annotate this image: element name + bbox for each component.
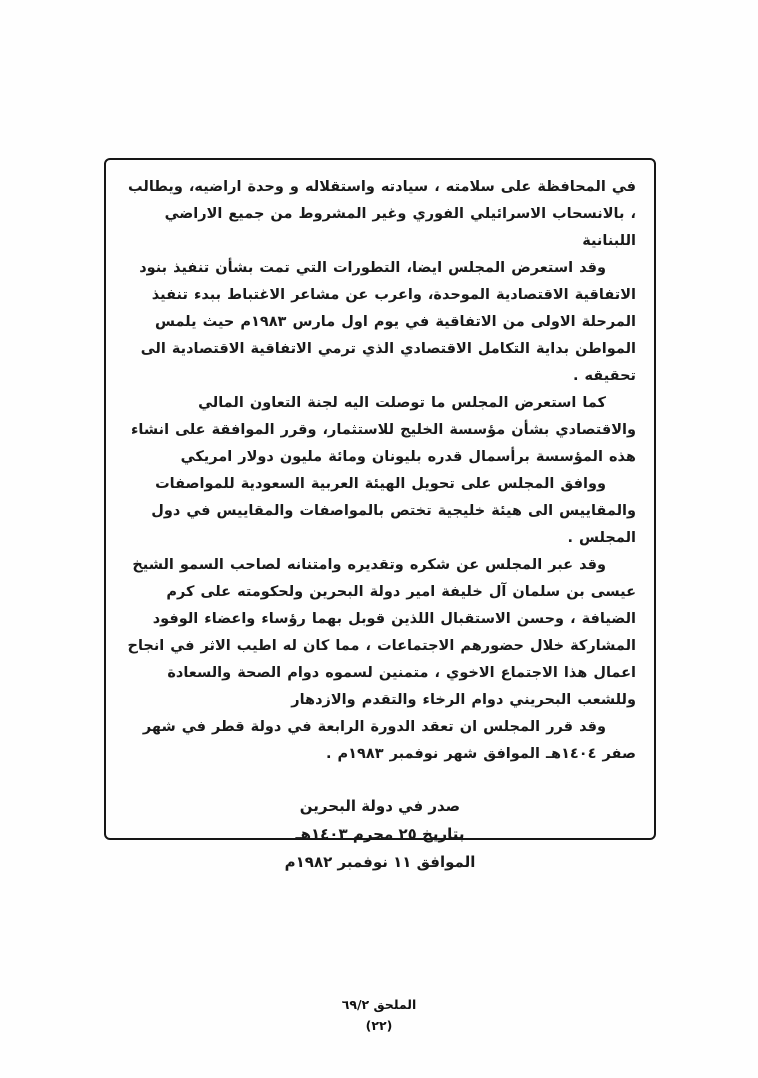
appendix-label: الملحق ٦٩/٢ [341, 997, 417, 1012]
signature-block [124, 792, 636, 876]
page-footer [0, 994, 758, 1036]
body-paragraph: ووافق المجلس على تحويل الهيئة العربية السعودية للمواصفات والمقاييس الى هيئة خليجية تختص بالمواصفات والمقاييس في دول المجلس . [151, 476, 636, 546]
body-paragraph: وقد عبر المجلس عن شكره وتقديره وامتنانه لصاحب السمو الشيخ عيسى بن سلمان آل خليفة امير دولة البحرين ولحكومته على كرم الضيافة ، وحسن الاستقبال اللذين قوبل بهما رؤساء واعضاء الوفود المشاركة خلال حضورهم الاجتماعات ، مما كان له اطيب الاثر في انجاح اعمال هذا الاجتماع الاخوي ، متمنين لسموه دوام الصحة والسعادة وللشعب البحريني دوام الرخاء والتقدم والازدهار [127, 557, 636, 708]
body-paragraph: وقد استعرض المجلس ايضا، التطورات التي تمت بشأن تنفيذ بنود الاتفاقية الاقتصادية الموحدة، واعرب عن مشاعر الاغتباط ببدء تنفيذ المرحلة الاولى من الاتفاقية في يوم اول مارس ١٩٨٣م حيث يلمس المواطن بداية التكامل الاقتصادي الذي ترمي الاتفاقية الاقتصادية الى تحقيقه . [139, 260, 636, 384]
body-paragraph: كما استعرض المجلس ما توصلت اليه لجنة التعاون المالي والاقتصادي بشأن مؤسسة الخليج للاستثمار، وقرر الموافقة على انشاء هذه المؤسسة برأسمال قدره بليونان ومائة مليون دولار امريكي [131, 395, 636, 465]
signature-gregorian-date-line: الموافق ١١ نوفمبر ١٩٨٢م [284, 853, 476, 871]
body-paragraph: في المحافظة على سلامته ، سيادته واستقلاله و وحدة اراضيه، ويطالب ، بالانسحاب الاسرائيلي الفوري وغير المشروط من جميع الاراضي اللبنانية [128, 179, 636, 249]
signature-place-line: صدر في دولة البحرين [299, 797, 461, 815]
page-number: (٢٢) [365, 1018, 393, 1033]
body-paragraph: وقد قرر المجلس ان تعقد الدورة الرابعة في دولة قطر في شهر صفر ١٤٠٤هـ الموافق شهر نوفمبر ١٩٨٣م . [142, 719, 636, 762]
signature-hijri-date-line: بتاريخ ٢٥ محرم ١٤٠٣هـ [295, 825, 465, 843]
document-border-box [104, 158, 656, 871]
